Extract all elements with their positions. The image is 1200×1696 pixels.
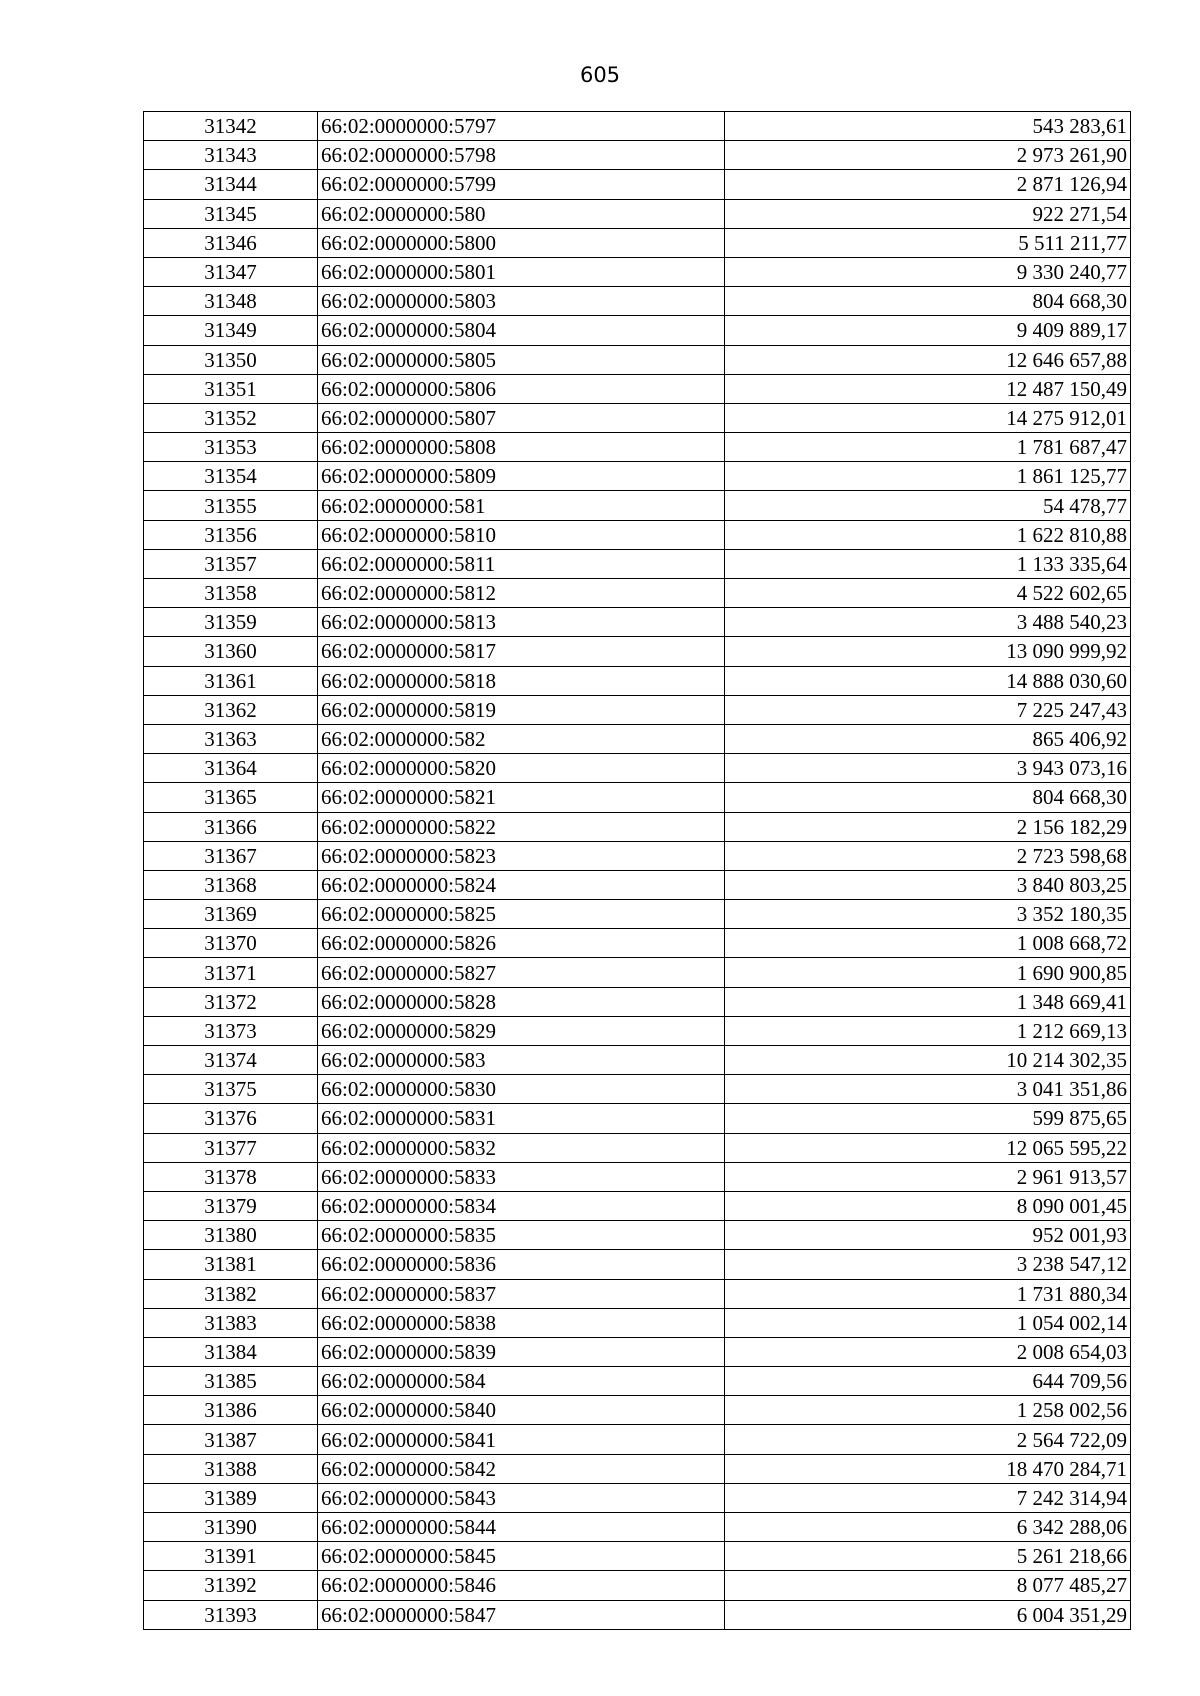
cadastral-value: 2 973 261,90 (725, 141, 1131, 170)
cadastral-number: 66:02:0000000:5847 (318, 1600, 725, 1629)
cadastral-number: 66:02:0000000:5803 (318, 287, 725, 316)
row-number: 31348 (144, 287, 318, 316)
cadastral-number: 66:02:0000000:5845 (318, 1542, 725, 1571)
cadastral-value: 3 352 180,35 (725, 900, 1131, 929)
table-row (144, 1016, 1131, 1045)
cadastral-value: 1 133 335,64 (725, 549, 1131, 578)
table-row (144, 345, 1131, 374)
row-number: 31353 (144, 433, 318, 462)
table-row (144, 666, 1131, 695)
table-row (144, 929, 1131, 958)
row-number: 31357 (144, 549, 318, 578)
row-number: 31370 (144, 929, 318, 958)
cadastral-number: 66:02:0000000:5817 (318, 637, 725, 666)
cadastral-value: 12 065 595,22 (725, 1133, 1131, 1162)
row-number: 31346 (144, 228, 318, 257)
cadastral-number: 66:02:0000000:5837 (318, 1279, 725, 1308)
table-row (144, 520, 1131, 549)
row-number: 31356 (144, 520, 318, 549)
cadastral-value: 7 242 314,94 (725, 1483, 1131, 1512)
table-row (144, 1250, 1131, 1279)
row-number: 31352 (144, 403, 318, 432)
cadastral-value: 13 090 999,92 (725, 637, 1131, 666)
table-row (144, 1133, 1131, 1162)
row-number: 31344 (144, 170, 318, 199)
table-row (144, 433, 1131, 462)
cadastral-value: 8 090 001,45 (725, 1191, 1131, 1220)
row-number: 31342 (144, 112, 318, 141)
cadastral-number: 66:02:0000000:5827 (318, 958, 725, 987)
table-row (144, 900, 1131, 929)
cadastral-number: 66:02:0000000:5800 (318, 228, 725, 257)
table-row (144, 841, 1131, 870)
table-row (144, 1600, 1131, 1629)
cadastral-number: 66:02:0000000:5846 (318, 1571, 725, 1600)
cadastral-number: 66:02:0000000:5830 (318, 1075, 725, 1104)
table-row (144, 724, 1131, 753)
cadastral-value: 1 861 125,77 (725, 462, 1131, 491)
row-number: 31371 (144, 958, 318, 987)
row-number: 31391 (144, 1542, 318, 1571)
row-number: 31389 (144, 1483, 318, 1512)
table-row (144, 958, 1131, 987)
cadastral-number: 66:02:0000000:5812 (318, 579, 725, 608)
cadastral-value: 1 212 669,13 (725, 1016, 1131, 1045)
cadastral-number: 66:02:0000000:5820 (318, 754, 725, 783)
cadastral-number: 66:02:0000000:5829 (318, 1016, 725, 1045)
table-row (144, 1542, 1131, 1571)
table-row (144, 1308, 1131, 1337)
row-number: 31350 (144, 345, 318, 374)
table-row (144, 170, 1131, 199)
cadastral-value: 54 478,77 (725, 491, 1131, 520)
row-number: 31359 (144, 608, 318, 637)
row-number: 31358 (144, 579, 318, 608)
cadastral-value: 2 008 654,03 (725, 1337, 1131, 1366)
cadastral-value: 5 261 218,66 (725, 1542, 1131, 1571)
cadastral-value: 3 943 073,16 (725, 754, 1131, 783)
cadastral-number: 66:02:0000000:5810 (318, 520, 725, 549)
cadastral-value: 9 330 240,77 (725, 257, 1131, 286)
table-row (144, 608, 1131, 637)
cadastral-value: 1 054 002,14 (725, 1308, 1131, 1337)
registry-table (143, 111, 1131, 1630)
cadastral-value: 1 258 002,56 (725, 1396, 1131, 1425)
row-number: 31354 (144, 462, 318, 491)
cadastral-number: 66:02:0000000:5818 (318, 666, 725, 695)
row-number: 31345 (144, 199, 318, 228)
table-row (144, 1046, 1131, 1075)
cadastral-number: 66:02:0000000:5832 (318, 1133, 725, 1162)
row-number: 31365 (144, 783, 318, 812)
cadastral-number: 66:02:0000000:581 (318, 491, 725, 520)
row-number: 31386 (144, 1396, 318, 1425)
table-row (144, 257, 1131, 286)
row-number: 31375 (144, 1075, 318, 1104)
cadastral-number: 66:02:0000000:5841 (318, 1425, 725, 1454)
cadastral-value: 804 668,30 (725, 287, 1131, 316)
row-number: 31361 (144, 666, 318, 695)
cadastral-value: 18 470 284,71 (725, 1454, 1131, 1483)
row-number: 31384 (144, 1337, 318, 1366)
cadastral-value: 865 406,92 (725, 724, 1131, 753)
table-row (144, 1367, 1131, 1396)
cadastral-value: 1 690 900,85 (725, 958, 1131, 987)
cadastral-value: 9 409 889,17 (725, 316, 1131, 345)
table-row (144, 812, 1131, 841)
cadastral-value: 2 871 126,94 (725, 170, 1131, 199)
cadastral-number: 66:02:0000000:5805 (318, 345, 725, 374)
cadastral-value: 3 840 803,25 (725, 870, 1131, 899)
cadastral-value: 14 888 030,60 (725, 666, 1131, 695)
cadastral-value: 2 156 182,29 (725, 812, 1131, 841)
cadastral-number: 66:02:0000000:5844 (318, 1513, 725, 1542)
row-number: 31379 (144, 1191, 318, 1220)
cadastral-number: 66:02:0000000:5813 (318, 608, 725, 637)
table-row (144, 316, 1131, 345)
table-row (144, 695, 1131, 724)
cadastral-number: 66:02:0000000:5807 (318, 403, 725, 432)
row-number: 31387 (144, 1425, 318, 1454)
table-row (144, 783, 1131, 812)
table-row (144, 1337, 1131, 1366)
cadastral-number: 66:02:0000000:5843 (318, 1483, 725, 1512)
cadastral-value: 3 041 351,86 (725, 1075, 1131, 1104)
table-row (144, 1191, 1131, 1220)
cadastral-number: 66:02:0000000:5799 (318, 170, 725, 199)
row-number: 31363 (144, 724, 318, 753)
row-number: 31360 (144, 637, 318, 666)
table-row (144, 1279, 1131, 1308)
row-number: 31383 (144, 1308, 318, 1337)
table-row (144, 1571, 1131, 1600)
table-row (144, 199, 1131, 228)
cadastral-number: 66:02:0000000:5804 (318, 316, 725, 345)
table-row (144, 549, 1131, 578)
registry-table-body (144, 112, 1131, 1630)
cadastral-number: 66:02:0000000:5840 (318, 1396, 725, 1425)
cadastral-number: 66:02:0000000:5836 (318, 1250, 725, 1279)
cadastral-number: 66:02:0000000:5808 (318, 433, 725, 462)
cadastral-number: 66:02:0000000:584 (318, 1367, 725, 1396)
table-row (144, 1454, 1131, 1483)
cadastral-value: 804 668,30 (725, 783, 1131, 812)
row-number: 31388 (144, 1454, 318, 1483)
row-number: 31382 (144, 1279, 318, 1308)
table-row (144, 1513, 1131, 1542)
cadastral-value: 3 488 540,23 (725, 608, 1131, 637)
row-number: 31392 (144, 1571, 318, 1600)
cadastral-value: 3 238 547,12 (725, 1250, 1131, 1279)
cadastral-value: 1 731 880,34 (725, 1279, 1131, 1308)
table-row (144, 1396, 1131, 1425)
cadastral-number: 66:02:0000000:5824 (318, 870, 725, 899)
cadastral-value: 1 348 669,41 (725, 987, 1131, 1016)
table-row (144, 1162, 1131, 1191)
cadastral-number: 66:02:0000000:5821 (318, 783, 725, 812)
table-row (144, 112, 1131, 141)
row-number: 31349 (144, 316, 318, 345)
cadastral-value: 7 225 247,43 (725, 695, 1131, 724)
cadastral-value: 599 875,65 (725, 1104, 1131, 1133)
page-number: 605 (579, 63, 621, 87)
cadastral-number: 66:02:0000000:5819 (318, 695, 725, 724)
cadastral-value: 922 271,54 (725, 199, 1131, 228)
cadastral-number: 66:02:0000000:5806 (318, 374, 725, 403)
row-number: 31377 (144, 1133, 318, 1162)
table-row (144, 1483, 1131, 1512)
row-number: 31362 (144, 695, 318, 724)
cadastral-number: 66:02:0000000:5797 (318, 112, 725, 141)
table-row (144, 754, 1131, 783)
cadastral-value: 1 622 810,88 (725, 520, 1131, 549)
cadastral-number: 66:02:0000000:5833 (318, 1162, 725, 1191)
table-row (144, 1221, 1131, 1250)
cadastral-value: 6 342 288,06 (725, 1513, 1131, 1542)
cadastral-value: 4 522 602,65 (725, 579, 1131, 608)
cadastral-number: 66:02:0000000:5823 (318, 841, 725, 870)
table-row (144, 1075, 1131, 1104)
cadastral-value: 14 275 912,01 (725, 403, 1131, 432)
cadastral-number: 66:02:0000000:582 (318, 724, 725, 753)
cadastral-value: 2 564 722,09 (725, 1425, 1131, 1454)
table-row (144, 491, 1131, 520)
cadastral-number: 66:02:0000000:580 (318, 199, 725, 228)
cadastral-number: 66:02:0000000:5835 (318, 1221, 725, 1250)
table-row (144, 403, 1131, 432)
table-row (144, 987, 1131, 1016)
cadastral-number: 66:02:0000000:5838 (318, 1308, 725, 1337)
row-number: 31367 (144, 841, 318, 870)
cadastral-value: 1 008 668,72 (725, 929, 1131, 958)
cadastral-number: 66:02:0000000:5828 (318, 987, 725, 1016)
table-row (144, 870, 1131, 899)
row-number: 31351 (144, 374, 318, 403)
row-number: 31366 (144, 812, 318, 841)
row-number: 31385 (144, 1367, 318, 1396)
row-number: 31381 (144, 1250, 318, 1279)
cadastral-number: 66:02:0000000:5831 (318, 1104, 725, 1133)
row-number: 31390 (144, 1513, 318, 1542)
table-row (144, 228, 1131, 257)
table-row (144, 579, 1131, 608)
cadastral-value: 8 077 485,27 (725, 1571, 1131, 1600)
row-number: 31378 (144, 1162, 318, 1191)
row-number: 31343 (144, 141, 318, 170)
cadastral-value: 10 214 302,35 (725, 1046, 1131, 1075)
row-number: 31364 (144, 754, 318, 783)
cadastral-value: 644 709,56 (725, 1367, 1131, 1396)
cadastral-number: 66:02:0000000:5826 (318, 929, 725, 958)
cadastral-value: 2 961 913,57 (725, 1162, 1131, 1191)
row-number: 31374 (144, 1046, 318, 1075)
row-number: 31373 (144, 1016, 318, 1045)
row-number: 31393 (144, 1600, 318, 1629)
cadastral-value: 952 001,93 (725, 1221, 1131, 1250)
cadastral-number: 66:02:0000000:5825 (318, 900, 725, 929)
row-number: 31347 (144, 257, 318, 286)
cadastral-number: 66:02:0000000:5839 (318, 1337, 725, 1366)
cadastral-value: 5 511 211,77 (725, 228, 1131, 257)
table-row (144, 287, 1131, 316)
cadastral-number: 66:02:0000000:5834 (318, 1191, 725, 1220)
cadastral-number: 66:02:0000000:5811 (318, 549, 725, 578)
cadastral-number: 66:02:0000000:583 (318, 1046, 725, 1075)
table-row (144, 1425, 1131, 1454)
table-row (144, 1104, 1131, 1133)
cadastral-number: 66:02:0000000:5798 (318, 141, 725, 170)
cadastral-number: 66:02:0000000:5801 (318, 257, 725, 286)
cadastral-value: 1 781 687,47 (725, 433, 1131, 462)
table-row (144, 462, 1131, 491)
row-number: 31372 (144, 987, 318, 1016)
cadastral-number: 66:02:0000000:5809 (318, 462, 725, 491)
row-number: 31380 (144, 1221, 318, 1250)
table-row (144, 374, 1131, 403)
table-row (144, 637, 1131, 666)
row-number: 31376 (144, 1104, 318, 1133)
cadastral-value: 12 487 150,49 (725, 374, 1131, 403)
cadastral-number: 66:02:0000000:5822 (318, 812, 725, 841)
table-row (144, 141, 1131, 170)
cadastral-value: 12 646 657,88 (725, 345, 1131, 374)
cadastral-number: 66:02:0000000:5842 (318, 1454, 725, 1483)
cadastral-value: 543 283,61 (725, 112, 1131, 141)
cadastral-value: 6 004 351,29 (725, 1600, 1131, 1629)
row-number: 31369 (144, 900, 318, 929)
cadastral-value: 2 723 598,68 (725, 841, 1131, 870)
row-number: 31368 (144, 870, 318, 899)
row-number: 31355 (144, 491, 318, 520)
